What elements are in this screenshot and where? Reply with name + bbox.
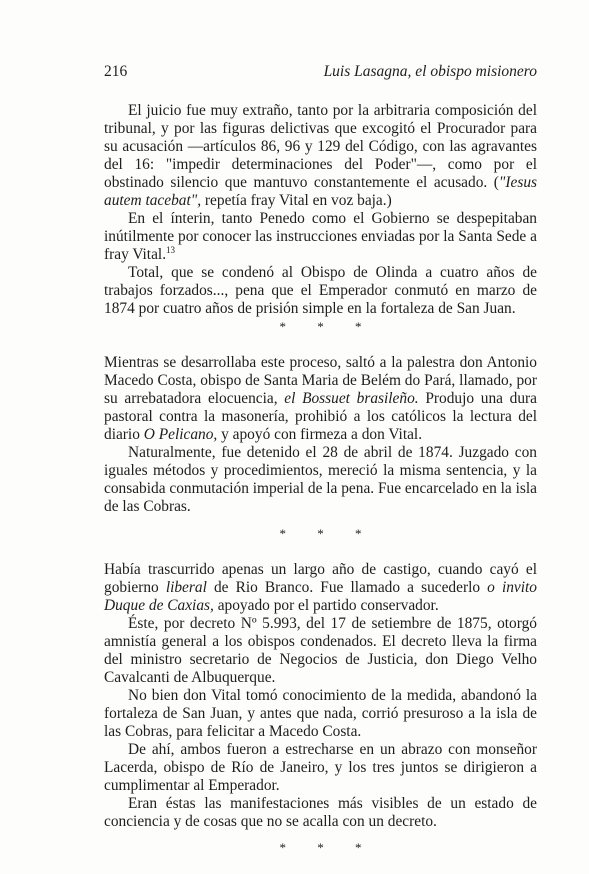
paragraph: En el ínterin, tanto Penedo como el Gobierno se despepitaban inútilmente por conocer las instrucciones enviadas por la Santa Sede a fray Vital.$^{13}$ <box>104 210 537 263</box>
paragraph: Mientras se desarrollaba este proceso, saltó a la palestra don Antonio Macedo Costa, obispo de Santa Maria de Belém do Pará, llamado, por su arrebatadora elocuencia, el Bossuet brasileño. Produjo una dura pastoral contra la masonería, prohibió a los católicos la lectura del diario O Pelicano, y apoyó con firmeza a don Vital. <box>104 354 538 443</box>
section-separator: * * * <box>279 319 362 334</box>
paragraph: No bien don Vital tomó conocimiento de la medida, abandonó la fortaleza de San Juan, y antes que nada, corrió presuroso a la isla de las Cobras, para felicitar a Macedo Costa. <box>104 687 537 740</box>
page-body <box>104 102 537 857</box>
paragraph: Eran éstas las manifestaciones más visibles de un estado de conciencia y de cosas que no se acalla con un decreto. <box>104 795 537 830</box>
paragraph: De ahí, ambos fueron a estrecharse en un abrazo con monseñor Lacerda, obispo de Río de Janeiro, y los tres juntos se dirigieron a cumplimentar al Emperador. <box>104 741 537 794</box>
emphasis: liberal <box>165 579 207 596</box>
paragraph: Había trascurrido apenas un largo año de castigo, cuando cayó el gobierno liberal de Rio Branco. Fue llamado a sucederlo o invito Duque de Caxias, apoyado por el partido conservador. <box>104 561 537 614</box>
emphasis: el Bossuet brasileño. <box>284 390 419 407</box>
paragraph: Total, que se condenó al Obispo de Olinda a cuatro años de trabajos forzados..., pena que el Emperador conmutó en marzo de 1874 por cuatro años de prisión simple en la fortaleza de San Juan. <box>104 264 537 317</box>
spacer <box>104 543 537 561</box>
paragraph: Naturalmente, fue detenido el 28 de abril de 1874. Juzgado con iguales métodos y procedimientos, mereció la misma sentencia, y la consabida conmutación imperial de la pena. Fue encarcelado en la isla de las Cobras. <box>104 444 537 515</box>
page-header <box>104 63 537 81</box>
section-separator: * * * <box>279 526 362 541</box>
emphasis: O Pelicano, <box>143 426 218 443</box>
paragraph: Éste, por decreto Nº 5.993, del 17 de setiembre de 1875, otorgó amnistía general a los obispos condenados. El decreto lleva la firma del ministro secretario de Negocios de Justicia, don Diego Velho Cavalcanti de Albuquerque. <box>104 615 537 686</box>
spacer <box>104 516 537 525</box>
spacer <box>104 336 537 354</box>
emphasis: o invito Duque de Caxias, <box>104 579 537 614</box>
page-number: 216 <box>104 63 128 80</box>
footnote-marker: 13 <box>166 245 176 255</box>
running-title: Luis Lasagna, el obispo misionero <box>323 63 537 80</box>
spacer <box>104 831 537 839</box>
paragraph: El juicio fue muy extraño, tanto por la arbitraria composición del tribunal, y por las figuras delictivas que excogitó el Procurador para su acusación —artículos 86, 96 y 129 del Código, con las agravantes del 16: "impedir determinaciones del Poder"—, como por el obstinado silencio que mantuvo constantemente el acusado. ("Iesus autem tacebat", repetía fray Vital en voz baja.) <box>104 102 537 209</box>
latin-quote: "Iesus autem tacebat", <box>104 174 537 209</box>
section-separator: * * * <box>279 840 362 855</box>
